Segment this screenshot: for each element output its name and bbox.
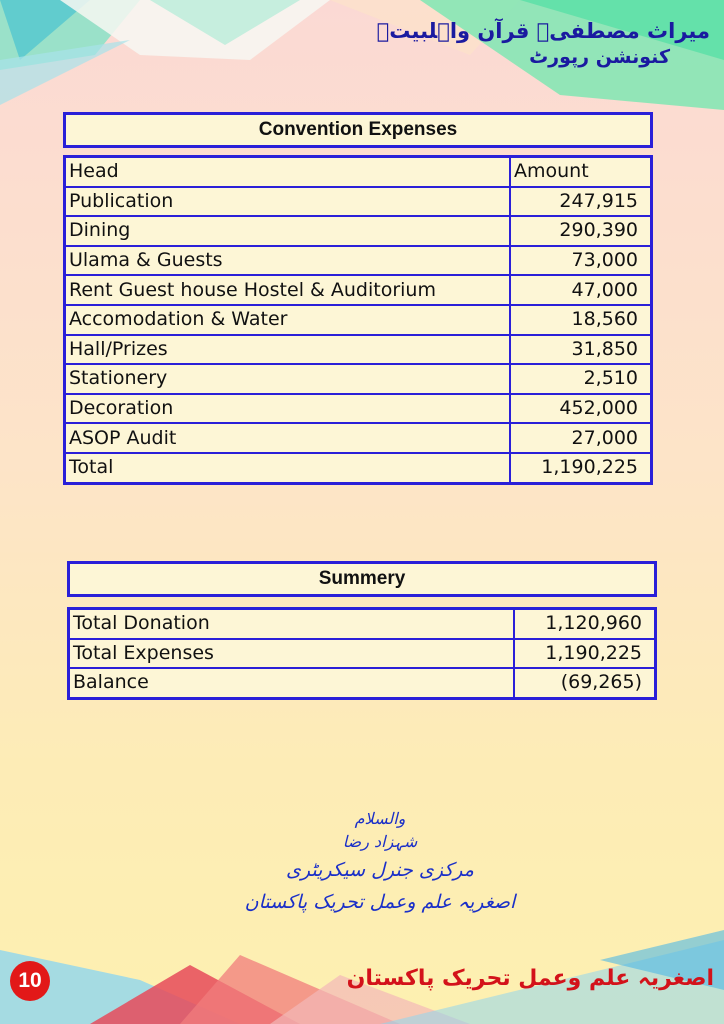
row-head: Publication <box>65 187 511 217</box>
signature-name: شہزاد رضا <box>342 832 418 851</box>
row-amount: 1,190,225 <box>510 453 652 483</box>
summary-table <box>67 607 657 700</box>
expenses-title <box>63 112 653 148</box>
row-amount: 18,560 <box>510 305 652 335</box>
row-amount: 27,000 <box>510 423 652 453</box>
expenses-title-text: Convention Expenses <box>258 119 458 140</box>
summary-title <box>67 561 657 597</box>
row-head: Total Donation <box>69 609 515 639</box>
signature-organization: اصغریہ علم وعمل تحریک پاکستان <box>244 891 516 913</box>
signature-block <box>220 808 540 918</box>
row-head: Ulama & Guests <box>65 246 511 276</box>
table-row <box>65 275 652 305</box>
expenses-table <box>63 155 653 485</box>
table-row <box>65 305 652 335</box>
header-line-1: میراث مصطفیؐ قرآن واہلبیتؑ <box>376 19 710 43</box>
column-header-head: Head <box>65 157 511 187</box>
column-header-amount: Amount <box>510 157 652 187</box>
table-row <box>65 423 652 453</box>
table-row-total <box>65 453 652 483</box>
row-amount: 1,120,960 <box>514 609 656 639</box>
summary-title-text: Summery <box>318 568 406 589</box>
row-head: Dining <box>65 216 511 246</box>
row-head: Rent Guest house Hostel & Auditorium <box>65 275 511 305</box>
row-head: ASOP Audit <box>65 423 511 453</box>
header-line-2: کنونشن رپورٹ <box>529 46 670 68</box>
row-amount: (69,265) <box>514 668 656 698</box>
row-head: Total <box>65 453 511 483</box>
row-head: Balance <box>69 668 515 698</box>
signature-salutation: والسلام <box>354 809 406 828</box>
row-head: Decoration <box>65 394 511 424</box>
table-row <box>69 609 656 639</box>
footer-organization-name: اصغریہ علم وعمل تحریک پاکستان <box>346 966 714 991</box>
table-row <box>65 246 652 276</box>
row-amount: 73,000 <box>510 246 652 276</box>
row-head: Accomodation & Water <box>65 305 511 335</box>
table-row <box>69 668 656 698</box>
table-row <box>65 187 652 217</box>
table-row <box>65 335 652 365</box>
row-amount: 247,915 <box>510 187 652 217</box>
table-row <box>65 394 652 424</box>
row-amount: 290,390 <box>510 216 652 246</box>
row-head: Stationery <box>65 364 511 394</box>
table-row <box>65 216 652 246</box>
row-amount: 2,510 <box>510 364 652 394</box>
table-row <box>65 364 652 394</box>
signature-designation: مرکزی جنرل سیکریٹری <box>286 859 474 881</box>
row-amount: 452,000 <box>510 394 652 424</box>
table-header-row <box>65 157 652 187</box>
row-amount: 31,850 <box>510 335 652 365</box>
row-amount: 47,000 <box>510 275 652 305</box>
row-amount: 1,190,225 <box>514 639 656 669</box>
header-title <box>377 18 710 70</box>
row-head: Total Expenses <box>69 639 515 669</box>
row-head: Hall/Prizes <box>65 335 511 365</box>
page-number-badge: 10 <box>10 961 50 1001</box>
table-row <box>69 639 656 669</box>
